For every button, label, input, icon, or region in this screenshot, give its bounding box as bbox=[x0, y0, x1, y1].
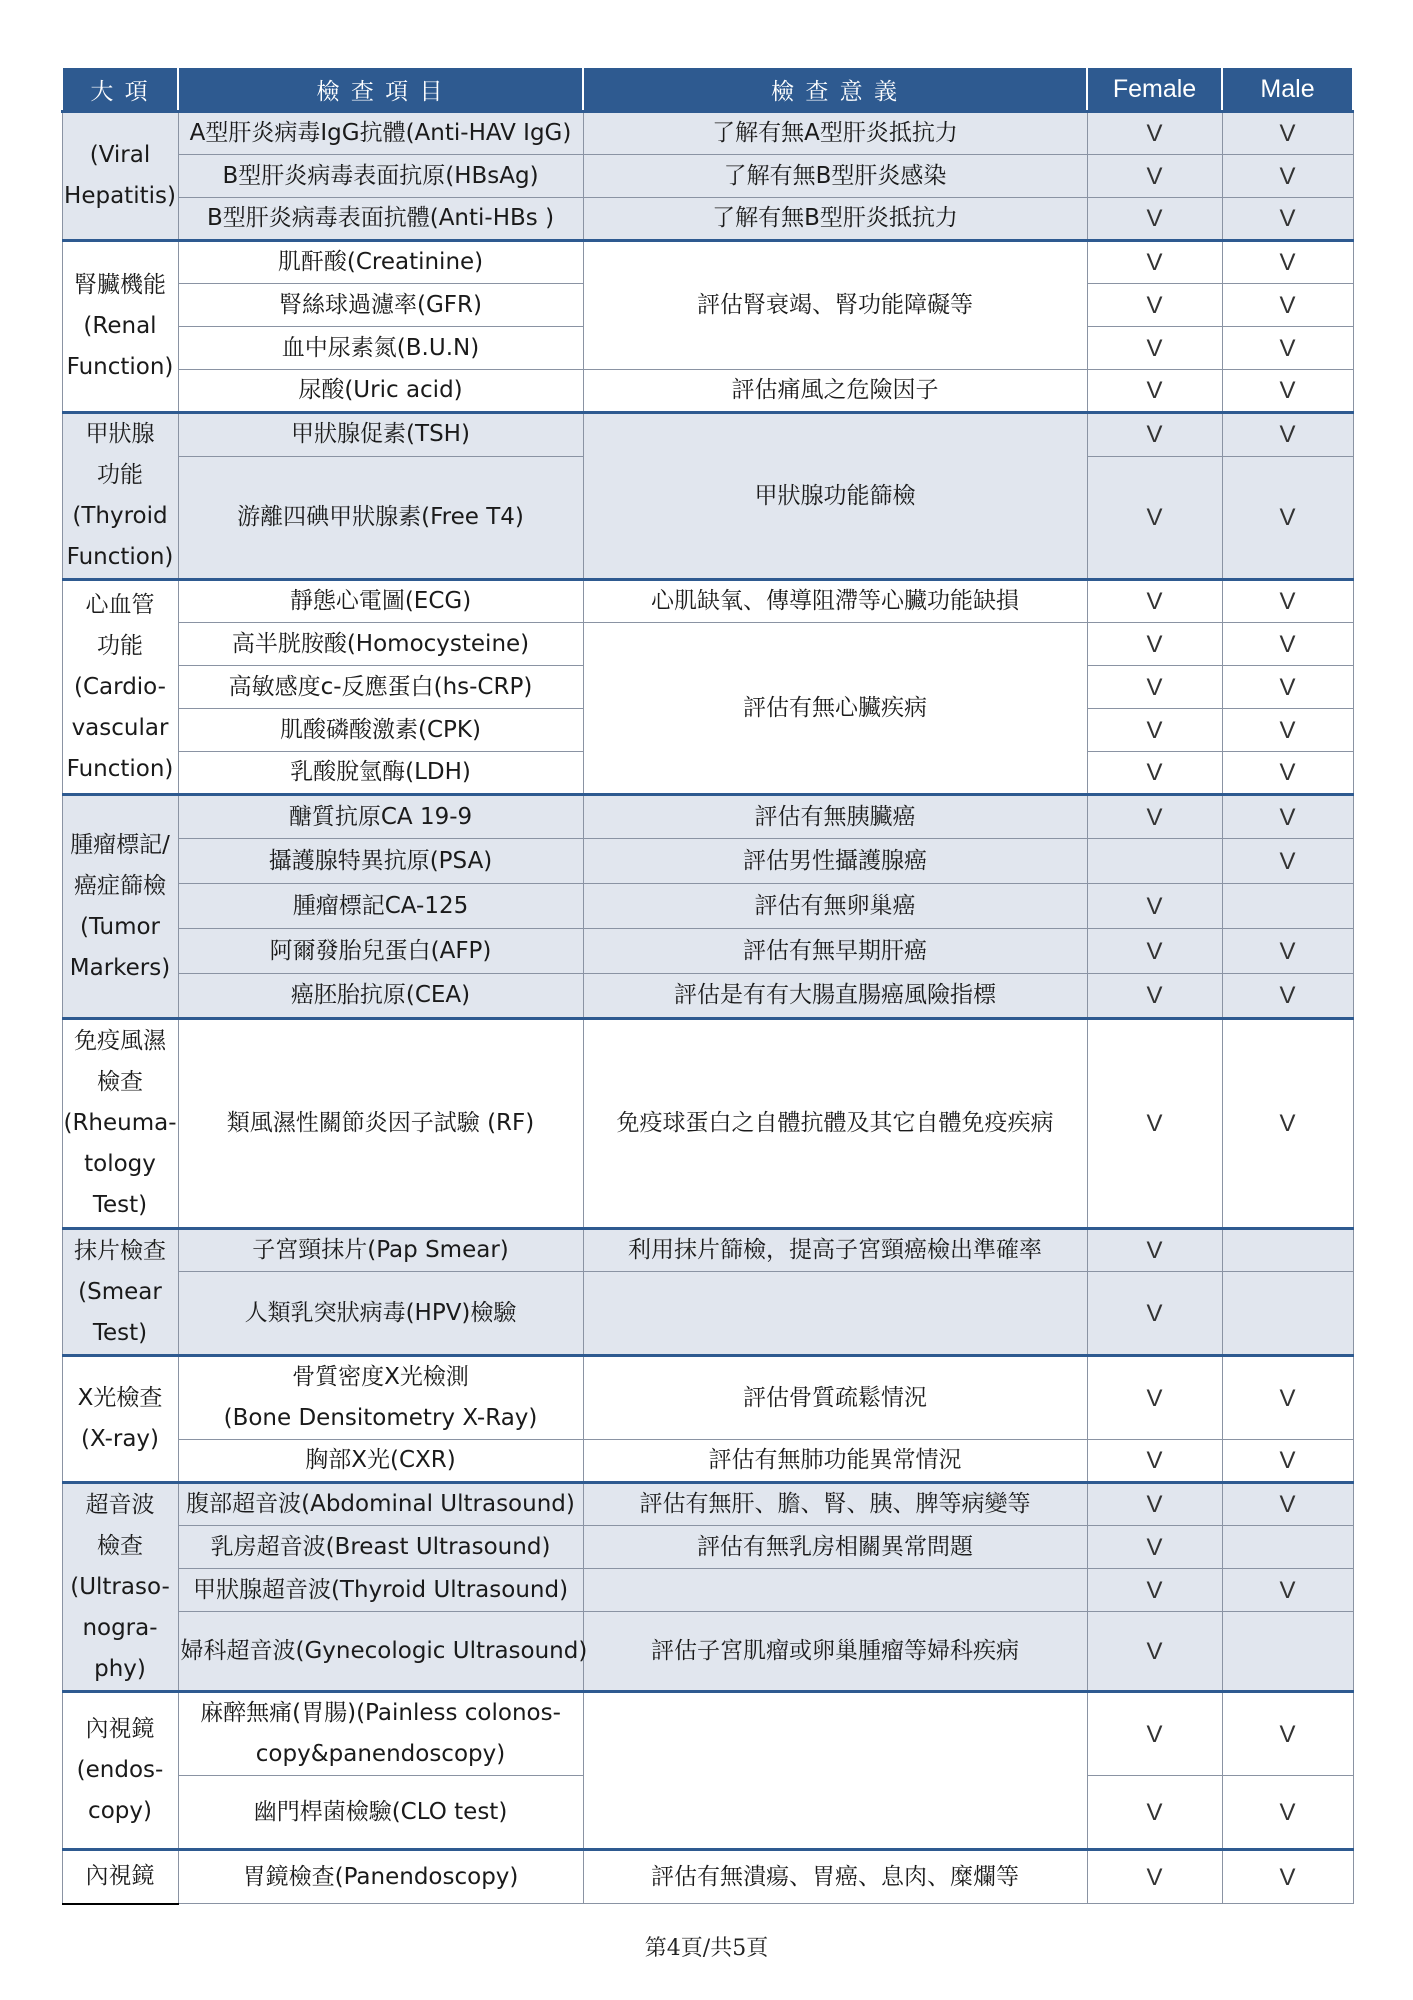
table-row bbox=[62, 241, 1353, 284]
table-row bbox=[62, 1272, 1353, 1356]
meaning-cell bbox=[583, 1272, 1087, 1356]
category-label: Markers) bbox=[69, 954, 171, 981]
item-cell: 腫瘤標記CA-125 bbox=[178, 884, 583, 929]
female-mark: V bbox=[1087, 198, 1222, 241]
category-label: 功能 bbox=[97, 632, 143, 659]
male-mark: V bbox=[1222, 155, 1353, 198]
item-label: (Bone Densitometry X-Ray) bbox=[223, 1405, 538, 1431]
category-label: nogra- bbox=[82, 1614, 158, 1641]
male-mark bbox=[1222, 1612, 1353, 1692]
category-label: X光檢查 bbox=[77, 1385, 163, 1411]
male-mark bbox=[1222, 1229, 1353, 1272]
category-cell bbox=[62, 1483, 178, 1692]
page-number: 第4頁/共5頁 bbox=[644, 1936, 769, 1961]
header-category: 大 項 bbox=[62, 67, 178, 112]
female-mark: V bbox=[1087, 1483, 1222, 1526]
meaning-cell: 評估男性攝護腺癌 bbox=[583, 839, 1087, 884]
female-mark: V bbox=[1087, 155, 1222, 198]
item-cell: 腹部超音波(Abdominal Ultrasound) bbox=[178, 1483, 583, 1526]
category-label: 檢查 bbox=[97, 1532, 143, 1559]
female-mark: V bbox=[1087, 327, 1222, 370]
header-item: 檢 查 項 目 bbox=[178, 67, 583, 112]
female-mark: V bbox=[1087, 1019, 1222, 1229]
meaning-cell: 評估有無乳房相關異常問題 bbox=[583, 1526, 1087, 1569]
male-mark: V bbox=[1222, 1692, 1353, 1776]
category-cell bbox=[62, 112, 178, 241]
meaning-cell bbox=[583, 1692, 1087, 1850]
category-cell bbox=[62, 1356, 178, 1483]
table-row bbox=[62, 580, 1353, 623]
item-cell: 腎絲球過濾率(GFR) bbox=[178, 284, 583, 327]
header-male: Male bbox=[1222, 67, 1353, 112]
category-label: 抹片檢查 bbox=[74, 1237, 166, 1264]
male-mark: V bbox=[1222, 1019, 1353, 1229]
category-cell bbox=[62, 795, 178, 1019]
meaning-cell bbox=[583, 1569, 1087, 1612]
item-cell: 乳房超音波(Breast Ultrasound) bbox=[178, 1526, 583, 1569]
category-label: Function) bbox=[66, 755, 174, 782]
item-cell: 攝護腺特異抗原(PSA) bbox=[178, 839, 583, 884]
female-mark: V bbox=[1087, 1272, 1222, 1356]
female-mark: V bbox=[1087, 884, 1222, 929]
table-row bbox=[62, 884, 1353, 929]
item-cell: 血中尿素氮(B.U.N) bbox=[178, 327, 583, 370]
item-cell bbox=[178, 1356, 583, 1440]
male-mark: V bbox=[1222, 198, 1353, 241]
meaning-cell: 評估腎衰竭、腎功能障礙等 bbox=[583, 241, 1087, 370]
item-cell: 子宮頸抹片(Pap Smear) bbox=[178, 1229, 583, 1272]
item-cell: 醣質抗原CA 19-9 bbox=[178, 795, 583, 839]
table-row bbox=[62, 974, 1353, 1019]
item-cell: B型肝炎病毒表面抗體(Anti-HBs ) bbox=[178, 198, 583, 241]
item-cell: 阿爾發胎兒蛋白(AFP) bbox=[178, 929, 583, 974]
male-mark: V bbox=[1222, 1440, 1353, 1483]
meaning-cell: 評估有無早期肝癌 bbox=[583, 929, 1087, 974]
item-cell: B型肝炎病毒表面抗原(HBsAg) bbox=[178, 155, 583, 198]
male-mark: V bbox=[1222, 839, 1353, 884]
item-cell: 靜態心電圖(ECG) bbox=[178, 580, 583, 623]
male-mark: V bbox=[1222, 327, 1353, 370]
meaning-cell: 了解有無B型肝炎感染 bbox=[583, 155, 1087, 198]
category-label: Hepatitis) bbox=[64, 183, 176, 209]
item-cell: 甲狀腺超音波(Thyroid Ultrasound) bbox=[178, 1569, 583, 1612]
table-row bbox=[62, 1850, 1353, 1904]
category-label: (Tumor bbox=[79, 913, 161, 940]
category-label: phy) bbox=[94, 1655, 146, 1682]
category-label: 癌症篩檢 bbox=[74, 872, 166, 899]
category-cell bbox=[62, 1692, 178, 1850]
table-row bbox=[62, 1229, 1353, 1272]
item-label: 骨質密度X光檢測 bbox=[292, 1364, 469, 1390]
meaning-cell: 評估痛風之危險因子 bbox=[583, 370, 1087, 413]
item-cell: 游離四碘甲狀腺素(Free T4) bbox=[178, 456, 583, 579]
meaning-cell: 免疫球蛋白之自體抗體及其它自體免疫疾病 bbox=[583, 1019, 1087, 1229]
category-label: (Viral bbox=[89, 142, 151, 168]
meaning-cell: 評估有無胰臟癌 bbox=[583, 795, 1087, 839]
meaning-cell: 甲狀腺功能篩檢 bbox=[583, 413, 1087, 580]
table-header-row bbox=[62, 67, 1353, 112]
male-mark: V bbox=[1222, 1356, 1353, 1440]
male-mark bbox=[1222, 884, 1353, 929]
item-cell: 幽門桿菌檢驗(CLO test) bbox=[178, 1776, 583, 1850]
category-cell bbox=[62, 1850, 178, 1904]
male-mark: V bbox=[1222, 666, 1353, 709]
male-mark: V bbox=[1222, 974, 1353, 1019]
category-cell bbox=[62, 241, 178, 413]
item-cell: A型肝炎病毒IgG抗體(Anti-HAV IgG) bbox=[178, 112, 583, 155]
item-cell: 尿酸(Uric acid) bbox=[178, 370, 583, 413]
header-meaning: 檢 查 意 義 bbox=[583, 67, 1087, 112]
female-mark: V bbox=[1087, 1569, 1222, 1612]
male-mark: V bbox=[1222, 709, 1353, 752]
meaning-cell: 了解有無B型肝炎抵抗力 bbox=[583, 198, 1087, 241]
category-label: 腫瘤標記/ bbox=[70, 831, 170, 858]
category-label: (Renal bbox=[83, 313, 157, 339]
female-mark: V bbox=[1087, 1440, 1222, 1483]
female-mark: V bbox=[1087, 1776, 1222, 1850]
table-row bbox=[62, 1569, 1353, 1612]
checkup-items-table bbox=[61, 66, 1354, 1905]
item-cell: 類風濕性關節炎因子試驗 (RF) bbox=[178, 1019, 583, 1229]
female-mark: V bbox=[1087, 1612, 1222, 1692]
category-label: (Cardio- bbox=[74, 673, 166, 700]
female-mark: V bbox=[1087, 370, 1222, 413]
female-mark bbox=[1087, 839, 1222, 884]
category-label: vascular bbox=[71, 714, 169, 741]
table-row bbox=[62, 198, 1353, 241]
female-mark: V bbox=[1087, 929, 1222, 974]
female-mark: V bbox=[1087, 974, 1222, 1019]
item-cell bbox=[178, 1692, 583, 1776]
table-row bbox=[62, 795, 1353, 839]
male-mark: V bbox=[1222, 241, 1353, 284]
male-mark: V bbox=[1222, 623, 1353, 666]
table-row bbox=[62, 1692, 1353, 1776]
female-mark: V bbox=[1087, 1356, 1222, 1440]
category-label: (Smear bbox=[78, 1278, 162, 1305]
category-label: (Rheuma- bbox=[63, 1110, 177, 1136]
category-label: 內視鏡 bbox=[85, 1863, 155, 1890]
meaning-cell: 了解有無A型肝炎抵抗力 bbox=[583, 112, 1087, 155]
category-label: (Ultraso- bbox=[70, 1573, 170, 1600]
table-row bbox=[62, 155, 1353, 198]
category-label: 心血管 bbox=[85, 591, 155, 618]
item-cell: 婦科超音波(Gynecologic Ultrasound) bbox=[178, 1612, 583, 1692]
category-label: Function) bbox=[66, 544, 174, 570]
female-mark: V bbox=[1087, 413, 1222, 457]
item-cell: 肌酐酸(Creatinine) bbox=[178, 241, 583, 284]
category-label: 檢查 bbox=[97, 1069, 143, 1095]
male-mark: V bbox=[1222, 456, 1353, 579]
female-mark: V bbox=[1087, 1850, 1222, 1904]
item-cell: 高敏感度c-反應蛋白(hs-CRP) bbox=[178, 666, 583, 709]
male-mark: V bbox=[1222, 1569, 1353, 1612]
female-mark: V bbox=[1087, 666, 1222, 709]
category-label: 超音波 bbox=[85, 1491, 155, 1518]
item-cell: 胸部X光(CXR) bbox=[178, 1440, 583, 1483]
meaning-cell: 利用抹片篩檢，提高子宮頸癌檢出準確率 bbox=[583, 1229, 1087, 1272]
category-label: 免疫風濕 bbox=[74, 1028, 166, 1054]
category-label: Test) bbox=[92, 1192, 148, 1218]
item-cell: 甲狀腺促素(TSH) bbox=[178, 413, 583, 457]
category-label: Function) bbox=[66, 354, 174, 380]
female-mark: V bbox=[1087, 752, 1222, 795]
category-label: copy) bbox=[88, 1798, 152, 1824]
category-cell bbox=[62, 1229, 178, 1356]
table-row bbox=[62, 1612, 1353, 1692]
table-row bbox=[62, 1483, 1353, 1526]
category-label: 腎臟機能 bbox=[74, 272, 166, 298]
category-label: 功能 bbox=[97, 462, 143, 488]
table-row bbox=[62, 929, 1353, 974]
header-female: Female bbox=[1087, 67, 1222, 112]
table-row bbox=[62, 1019, 1353, 1229]
male-mark: V bbox=[1222, 370, 1353, 413]
female-mark: V bbox=[1087, 1526, 1222, 1569]
female-mark: V bbox=[1087, 709, 1222, 752]
item-cell: 胃鏡檢查(Panendoscopy) bbox=[178, 1850, 583, 1904]
category-label: (Thyroid bbox=[72, 503, 168, 529]
meaning-cell: 心肌缺氧、傳導阻滯等心臟功能缺損 bbox=[583, 580, 1087, 623]
table-row bbox=[62, 413, 1353, 457]
male-mark: V bbox=[1222, 112, 1353, 155]
table-row bbox=[62, 839, 1353, 884]
male-mark: V bbox=[1222, 1850, 1353, 1904]
table-row bbox=[62, 1356, 1353, 1440]
item-cell: 癌胚胎抗原(CEA) bbox=[178, 974, 583, 1019]
category-label: (endos- bbox=[76, 1757, 164, 1783]
female-mark: V bbox=[1087, 795, 1222, 839]
meaning-cell: 評估有無潰瘍、胃癌、息肉、糜爛等 bbox=[583, 1850, 1087, 1904]
category-cell bbox=[62, 1019, 178, 1229]
female-mark: V bbox=[1087, 1692, 1222, 1776]
item-cell: 乳酸脫氫酶(LDH) bbox=[178, 752, 583, 795]
male-mark bbox=[1222, 1272, 1353, 1356]
category-label: tology bbox=[84, 1151, 156, 1177]
category-cell bbox=[62, 580, 178, 795]
male-mark: V bbox=[1222, 284, 1353, 327]
category-label: 甲狀腺 bbox=[85, 421, 155, 447]
female-mark: V bbox=[1087, 112, 1222, 155]
male-mark: V bbox=[1222, 1776, 1353, 1850]
category-label: Test) bbox=[92, 1319, 148, 1346]
female-mark: V bbox=[1087, 456, 1222, 579]
male-mark: V bbox=[1222, 929, 1353, 974]
meaning-cell: 評估有無卵巢癌 bbox=[583, 884, 1087, 929]
category-cell bbox=[62, 413, 178, 580]
table-row bbox=[62, 112, 1353, 155]
category-label: 內視鏡 bbox=[85, 1716, 155, 1742]
meaning-cell: 評估有無肝、膽、腎、胰、脾等病變等 bbox=[583, 1483, 1087, 1526]
table-row bbox=[62, 1440, 1353, 1483]
male-mark: V bbox=[1222, 413, 1353, 457]
female-mark: V bbox=[1087, 1229, 1222, 1272]
item-label: 麻醉無痛(胃腸)(Painless colonos- bbox=[200, 1700, 561, 1726]
item-cell: 肌酸磷酸激素(CPK) bbox=[178, 709, 583, 752]
table-row bbox=[62, 370, 1353, 413]
item-cell: 人類乳突狀病毒(HPV)檢驗 bbox=[178, 1272, 583, 1356]
meaning-cell: 評估子宮肌瘤或卵巢腫瘤等婦科疾病 bbox=[583, 1612, 1087, 1692]
item-label: copy&panendoscopy) bbox=[255, 1741, 506, 1767]
male-mark: V bbox=[1222, 580, 1353, 623]
male-mark bbox=[1222, 1526, 1353, 1569]
male-mark: V bbox=[1222, 1483, 1353, 1526]
female-mark: V bbox=[1087, 284, 1222, 327]
female-mark: V bbox=[1087, 241, 1222, 284]
female-mark: V bbox=[1087, 580, 1222, 623]
meaning-cell: 評估有無心臟疾病 bbox=[583, 623, 1087, 795]
male-mark: V bbox=[1222, 795, 1353, 839]
meaning-cell: 評估是有有大腸直腸癌風險指標 bbox=[583, 974, 1087, 1019]
female-mark: V bbox=[1087, 623, 1222, 666]
table-row bbox=[62, 1526, 1353, 1569]
male-mark: V bbox=[1222, 752, 1353, 795]
meaning-cell: 評估有無肺功能異常情況 bbox=[583, 1440, 1087, 1483]
category-label: (X-ray) bbox=[80, 1426, 160, 1452]
item-cell: 高半胱胺酸(Homocysteine) bbox=[178, 623, 583, 666]
meaning-cell: 評估骨質疏鬆情況 bbox=[583, 1356, 1087, 1440]
table-row bbox=[62, 623, 1353, 666]
